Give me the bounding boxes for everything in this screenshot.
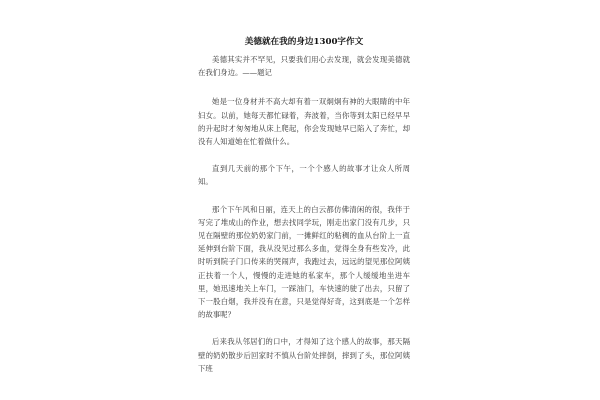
paragraph-later: 后来我从邻居们的口中，才得知了这个感人的故事，那天隔壁的奶奶散步后回家时不慎从台阶处摔倒，摔到了头，那位阿姨下班: [198, 337, 410, 373]
paragraph-story: 那个下午风和日丽，连天上的白云都仿佛清闲的很，我伴于写完了堆成山的作业，想去找同学玩，刚走出家门没有几步，只见在隔壁的那位奶奶家门前，一摊鲜红的粘稠的血从台阶上一直延伸到台阶下面，我从没见过那么多血，觉得全身有些发冷，此时听到院子门口传来的哭闹声，我跑过去，远远的望见那位阿姨正扶着一个人，慢慢的走进她的私家车，那个人缓缓地坐进车里，她迅速地关上车门，一踩油门，车快速的驶了出去，只留了下一股白烟，我并没有在意，只是觉得好奇，这到底是一个怎样的故事呢？: [198, 204, 410, 320]
article-body: [198, 36, 410, 375]
paragraph-woman-description: 她是一位身材并不高大却有着一双炯炯有神的大眼睛的中年妇女。以前，她每天都忙碌着，奔波着，当你等到太阳已经早早的升起时才匆匆地从床上爬起，你会发现她早已陷入了奔忙，却没有人知道她在忙着做什么。: [198, 97, 410, 147]
paragraph-that-afternoon: 直到几天前的那个下午，一个个感人的故事才让众人所周知。: [198, 164, 410, 187]
epigraph-paragraph: 美德其实并不罕见，只要我们用心去发现，就会发现美德就在我们身边。——题记: [198, 55, 410, 78]
article-title: 美德就在我的身边1300字作文: [244, 37, 364, 47]
